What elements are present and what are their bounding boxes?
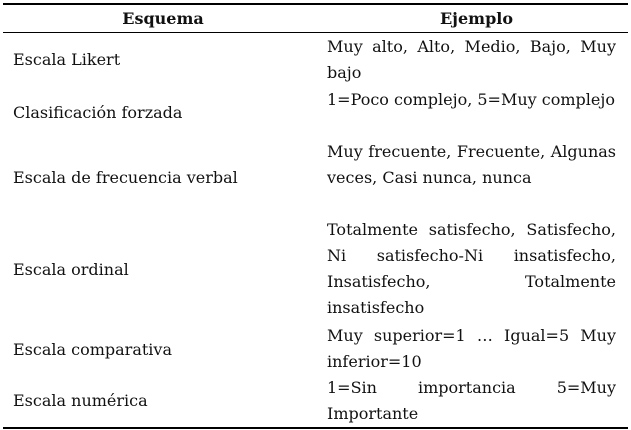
table-row: [3, 87, 628, 139]
table-row: [3, 33, 628, 87]
example-cell: Muy frecuente, Frecuente, Algunas veces, Casi nunca, nunca: [327, 142, 616, 187]
scheme-cell: Escala de frecuencia verbal: [13, 168, 238, 187]
bottom-rule: [3, 427, 628, 429]
scheme-cell: Escala Likert: [13, 50, 121, 69]
scheme-cell: Escala ordinal: [13, 260, 129, 279]
scheme-cell: Clasificación forzada: [13, 103, 183, 122]
example-cell: Totalmente satisfecho, Satisfecho, Ni satisfecho-Ni insatisfecho, Insatisfecho, Totalmente insatisfecho: [327, 220, 616, 317]
example-cell: Muy superior=1 … Igual=5 Muy inferior=10: [327, 326, 616, 371]
table-row: [3, 375, 628, 427]
table-row: [3, 323, 628, 377]
table-row: [3, 139, 628, 217]
example-cell: 1=Poco complejo, 5=Muy complejo: [327, 90, 615, 109]
top-rule: [3, 3, 628, 5]
table-row: [3, 217, 628, 323]
example-cell: 1=Sin importancia 5=Muy Importante: [327, 378, 616, 423]
example-cell: Muy alto, Alto, Medio, Bajo, Muy bajo: [327, 37, 616, 82]
header-example: Ejemplo: [439, 9, 514, 28]
scheme-cell: Escala comparativa: [13, 340, 172, 359]
scheme-cell: Escala numérica: [13, 391, 148, 410]
header-scheme: Esquema: [122, 9, 204, 28]
